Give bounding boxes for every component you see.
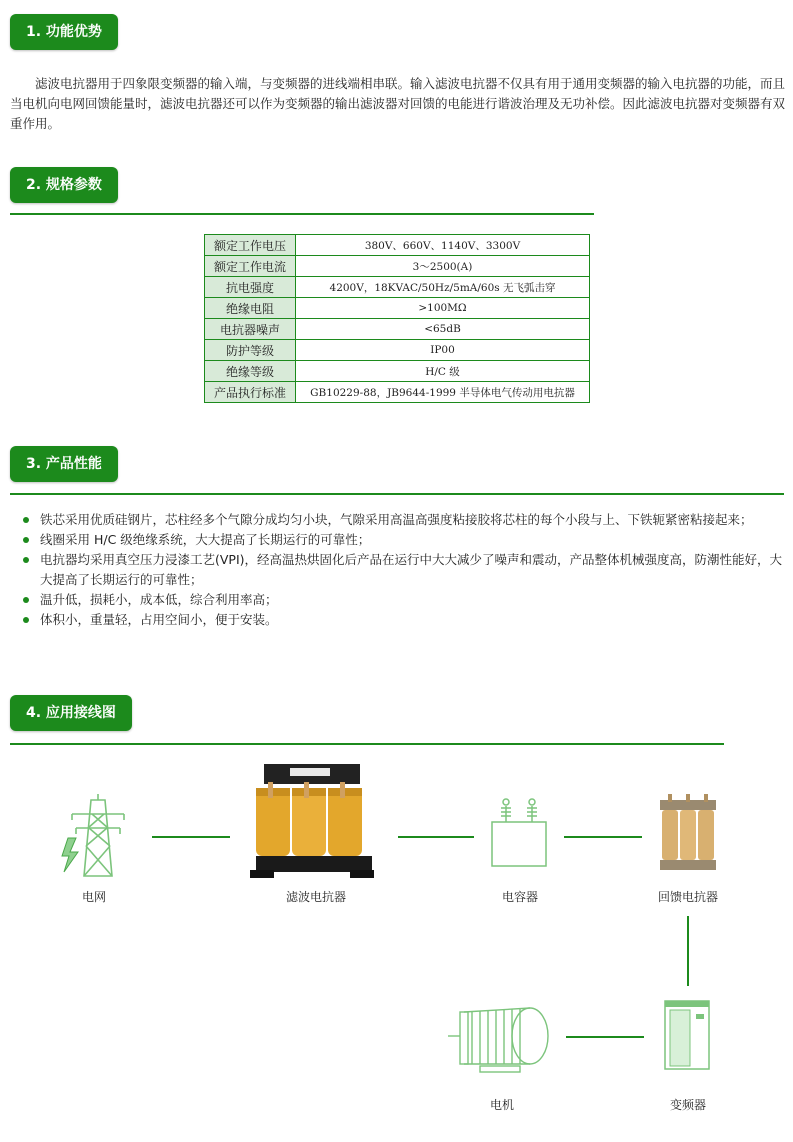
spec-value: 4200V，18KVAC/50Hz/5mA/60s 无飞弧击穿 (296, 277, 590, 298)
section-divider (10, 213, 594, 215)
spec-value: 380V、660V、1140V、3300V (296, 235, 590, 256)
performance-list (20, 510, 784, 630)
diagram-label-inverter: 变频器 (669, 1098, 706, 1112)
section-divider (10, 493, 784, 495)
spec-key: 绝缘等级 (205, 361, 296, 382)
wire-capacitor-feedback (564, 836, 642, 838)
section-divider (10, 743, 724, 745)
list-item-text: 温升低，损耗小，成本低，综合利用率高； (40, 592, 278, 607)
feedback-reactor-image (654, 794, 722, 874)
spec-key: 额定工作电流 (205, 256, 296, 277)
spec-key: 额定工作电压 (205, 235, 296, 256)
diagram-label-filter-reactor: 滤波电抗器 (285, 890, 346, 904)
spec-row (205, 277, 590, 298)
list-item-text: 电抗器均采用真空压力浸漆工艺(VPI)，经高温热烘固化后产品在运行中大大减少了噪声和震动，产品整体机械强度高，防潮性能好，大大提高了长期运行的可靠性； (40, 552, 783, 587)
spec-row (205, 319, 590, 340)
spec-row (205, 340, 590, 361)
spec-value: H/C 级 (296, 361, 590, 382)
wire-inverter-motor (566, 1036, 644, 1038)
spec-key: 电抗器噪声 (205, 319, 296, 340)
spec-key: 防护等级 (205, 340, 296, 361)
power-tower-icon (58, 792, 138, 878)
spec-value: <65dB (296, 319, 590, 340)
bullet-icon (23, 557, 29, 563)
bullet-icon (23, 597, 29, 603)
spec-value: GB10229-88，JB9644-1999 半导体电气传动用电抗器 (296, 382, 590, 403)
inverter-icon (664, 1000, 710, 1070)
advantages-paragraph: 滤波电抗器用于四象限变频器的输入端，与变频器的进线端相串联。输入滤波电抗器不仅具有用于通用变频器的输入电抗器的功能，而且当电机向电网回馈能量时，滤波电抗器还可以作为变频器的输出滤波器对回馈的电能进行谐波治理及无功补偿。因此滤波电抗器对变频器有双重作用。 (10, 76, 786, 131)
wire-filter-capacitor (398, 836, 474, 838)
spec-value: >100MΩ (296, 298, 590, 319)
list-item (20, 610, 784, 630)
bullet-icon (23, 537, 29, 543)
section-header-performance: 3. 产品性能 (10, 446, 118, 482)
spec-row (205, 298, 590, 319)
diagram-label-capacitor: 电容器 (501, 890, 538, 904)
list-item-text: 线圈采用 H/C 级绝缘系统，大大提高了长期运行的可靠性； (40, 532, 371, 547)
section-header-advantages: 1. 功能优势 (10, 14, 118, 50)
spec-row (205, 361, 590, 382)
wire-feedback-inverter (687, 916, 689, 986)
diagram-label-feedback-reactor: 回馈电抗器 (657, 890, 718, 904)
diagram-label-grid: 电网 (81, 890, 106, 904)
spec-key: 抗电强度 (205, 277, 296, 298)
list-item (20, 590, 784, 610)
list-item-text: 铁芯采用优质硅钢片，芯柱经多个气隙分成均匀小块，气隙采用高温高强度粘接胶将芯柱的每个小段与上、下铁轭紧密粘接起来； (40, 512, 753, 527)
wire-grid-filter (152, 836, 230, 838)
spec-table (204, 234, 590, 403)
spec-value: IP00 (296, 340, 590, 361)
spec-row (205, 382, 590, 403)
motor-icon (446, 1002, 552, 1074)
list-item (20, 550, 784, 590)
bullet-icon (23, 617, 29, 623)
filter-reactor-image (246, 760, 378, 882)
spec-row (205, 256, 590, 277)
spec-key: 绝缘电阻 (205, 298, 296, 319)
list-item (20, 530, 784, 550)
section-header-specs: 2. 规格参数 (10, 167, 118, 203)
list-item (20, 510, 784, 530)
capacitor-icon (488, 796, 550, 868)
spec-row (205, 235, 590, 256)
bullet-icon (23, 517, 29, 523)
section-header-wiring: 4. 应用接线图 (10, 695, 132, 731)
diagram-label-motor: 电机 (489, 1098, 514, 1112)
spec-key: 产品执行标准 (205, 382, 296, 403)
list-item-text: 体积小，重量轻，占用空间小，便于安装。 (40, 612, 278, 627)
spec-value: 3～2500(A) (296, 256, 590, 277)
